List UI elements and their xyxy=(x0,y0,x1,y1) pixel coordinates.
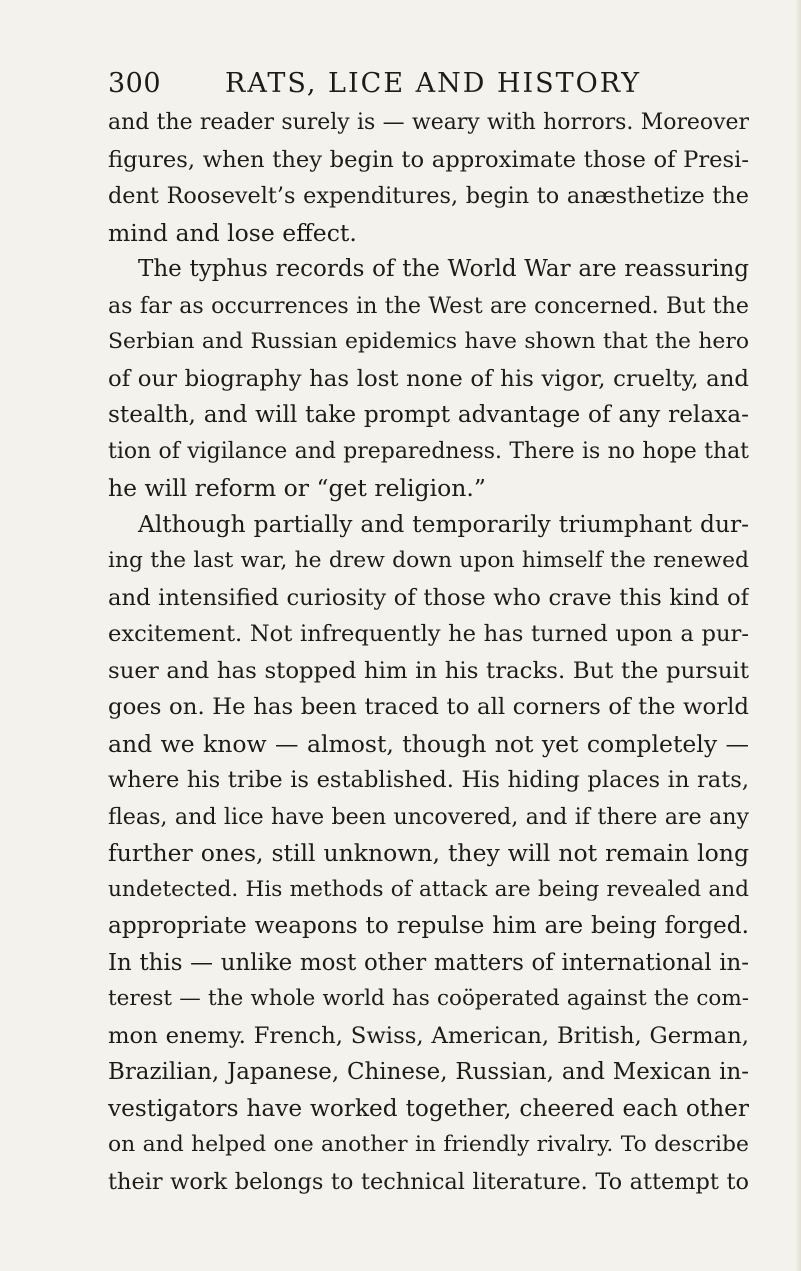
text-line: dent Roosevelt’s expenditures, begin to anæsthetize the xyxy=(108,183,749,209)
text-line: mon enemy. French, Swiss, American, British, German, xyxy=(108,1022,749,1049)
page-edge xyxy=(795,0,801,1271)
text-line: excitement. Not infrequently he has turned upon a pur- xyxy=(108,621,749,647)
text-line: on and helped one another in friendly rivalry. To describe xyxy=(108,1132,749,1157)
body-text xyxy=(108,105,749,1200)
text-line: tion of vigilance and preparedness. There is no hope that xyxy=(108,438,749,464)
text-line: Brazilian, Japanese, Chinese, Russian, and Mexican in- xyxy=(108,1059,749,1085)
text-line: stealth, and will take prompt advantage of any relaxa- xyxy=(108,401,749,428)
text-line: Serbian and Russian epidemics have shown that the hero xyxy=(108,329,749,354)
text-line: ing the last war, he drew down upon himself the renewed xyxy=(108,548,749,573)
page-header xyxy=(108,68,748,108)
text-line: and we know — almost, though not yet completely — xyxy=(108,729,749,758)
text-line: undetected. His methods of attack are being revealed and xyxy=(108,876,749,902)
text-line: fleas, and lice have been uncovered, and if there are any xyxy=(108,803,749,830)
paragraph-start-line: The typhus records of the World War are reassuring xyxy=(138,256,749,282)
text-line: terest — the whole world has coöperated against the com- xyxy=(108,986,749,1011)
text-line: where his tribe is established. His hiding places in rats, xyxy=(108,767,749,793)
text-line: their work belongs to technical literature. To attempt to xyxy=(108,1168,749,1195)
text-line: figures, when they begin to approximate those of Presi- xyxy=(108,146,749,173)
page-number: 300 xyxy=(108,68,162,99)
text-line: and the reader surely is — weary with horrors. Moreover xyxy=(108,110,749,135)
text-line: he will reform or “get religion.” xyxy=(108,474,486,502)
text-line: as far as occurrences in the West are concerned. But the xyxy=(108,292,749,319)
text-line: further ones, still unknown, they will not remain long xyxy=(108,839,749,867)
text-line: mind and lose effect. xyxy=(108,218,357,247)
text-line: In this — unlike most other matters of international in- xyxy=(108,949,749,976)
paragraph-start-line: Although partially and temporarily triumphant dur- xyxy=(138,510,749,538)
text-line: suer and has stopped him in his tracks. But the pursuit xyxy=(108,657,749,684)
text-line: goes on. He has been traced to all corners of the world xyxy=(108,694,749,720)
text-line: and intensified curiosity of those who crave this kind of xyxy=(108,584,749,611)
text-line: of our biography has lost none of his vigor, cruelty, and xyxy=(108,365,749,392)
text-line: vestigators have worked together, cheered each other xyxy=(108,1094,749,1122)
text-line: appropriate weapons to repulse him are being forged. xyxy=(108,912,749,939)
running-head: RATS, LICE AND HISTORY xyxy=(225,68,642,99)
